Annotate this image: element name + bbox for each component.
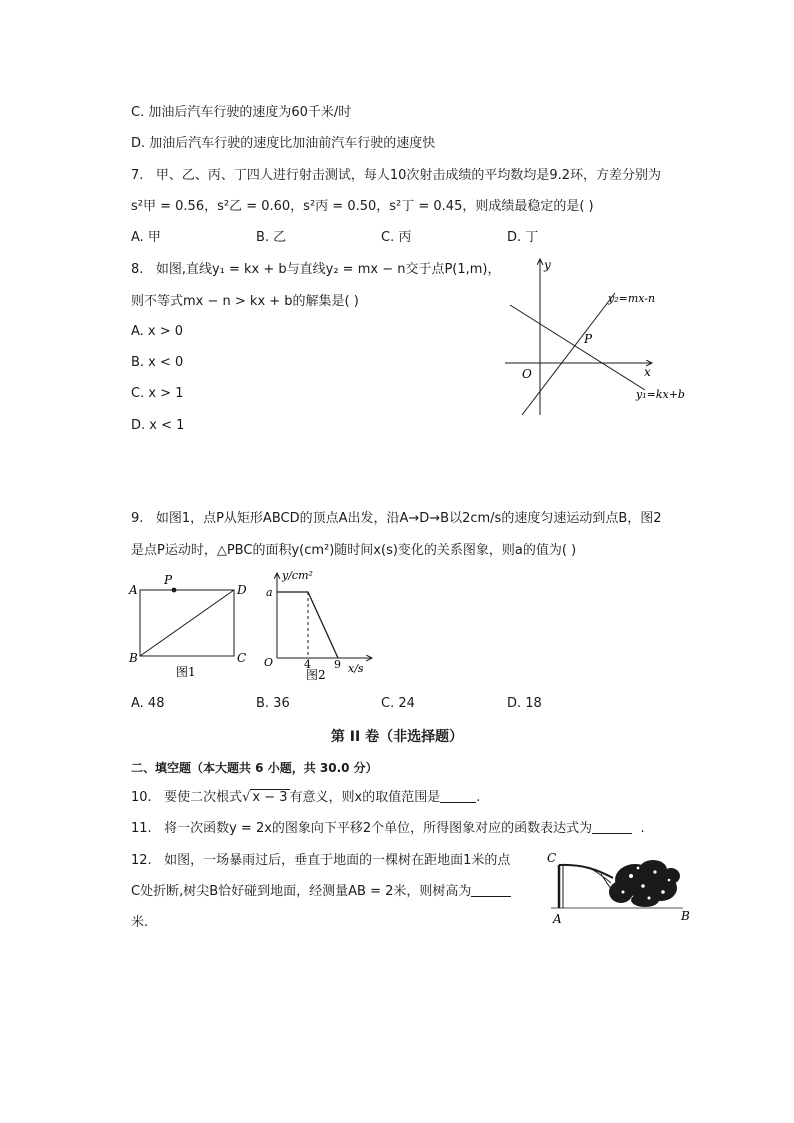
q12-label-b: B [681, 909, 690, 923]
q9-figure-2 [260, 565, 380, 685]
q9-option-c: C. 24 [381, 696, 415, 711]
q12-number: 12. [131, 853, 152, 868]
q10-end: . [476, 790, 481, 805]
q12-stem-line2 [131, 882, 511, 902]
q9-caption-1: 图1 [176, 665, 196, 679]
q10-answer-blank[interactable] [440, 788, 476, 803]
q8-option-d: D. x < 1 [131, 418, 185, 433]
q8-x-label: x [644, 365, 651, 379]
q9-option-b: B. 36 [256, 696, 290, 711]
q11-answer-blank[interactable] [592, 819, 632, 834]
q11-number: 11. [131, 821, 152, 836]
q10-post: 有意义，则x的取值范围是 [289, 790, 441, 805]
q7-option-b: B. 乙 [256, 230, 287, 245]
q9-stem-line2: 是点P运动时，△PBC的面积y(cm²)随时间x(s)变化的关系图象，则a的值为( ) [131, 543, 577, 558]
q9-stem-line1 [131, 509, 662, 529]
q9-figure-1 [126, 572, 256, 682]
q9-label-a: A [129, 583, 138, 597]
q9-fig2-xlabel: x/s [348, 662, 364, 675]
part-2-title: 第 II 卷（非选择题） [330, 729, 464, 745]
q10-stem [131, 788, 480, 808]
q9-label-c: C [237, 651, 247, 665]
q9-label-d: D [237, 583, 247, 597]
q8-number: 8. [131, 262, 144, 277]
q12-stem-line3: 米. [131, 915, 149, 930]
q10-radicand: x − 3 [252, 790, 288, 805]
q8-figure [500, 255, 700, 420]
q7-option-a: A. 甲 [131, 230, 161, 245]
q12-label-a: A [553, 912, 562, 926]
q8-stem-line1 [131, 260, 501, 280]
q12-foliage [609, 860, 680, 907]
q7-option-d: D. 丁 [507, 230, 539, 245]
q8-y-label: y [544, 258, 551, 272]
q9-diagonal-bd [140, 590, 234, 656]
q8-option-b: B. x < 0 [131, 355, 184, 370]
q9-label-b: B [129, 651, 138, 665]
q12-fallen-top [559, 865, 613, 878]
q8-line-y2 [522, 293, 615, 415]
q11-stem [131, 819, 645, 839]
q7-variances: s²甲 = 0.56，s²乙 = 0.60，s²丙 = 0.50，s²丁 = 0.45，则成绩最稳定的是( ) [131, 199, 594, 214]
q9-fig2-ylabel: y/cm² [282, 569, 313, 582]
q12-figure [543, 848, 698, 928]
q9-option-a: A. 48 [131, 696, 165, 711]
q9-fig2-origin: O [264, 656, 274, 669]
q9-option-d: D. 18 [507, 696, 542, 711]
q8-text-1: 如图,直线y₁ = kx + b与直线y₂ = mx − n交于点P(1,m)， [155, 262, 501, 277]
q8-y1-label: y₁=kx+b [636, 388, 685, 401]
q12-text-2: C处折断,树尖B恰好碰到地面，经测量AB = 2米，则树高为 [131, 884, 472, 899]
q11-text: 将一次函数y = 2x的图象向下平移2个单位，所得图象对应的函数表达式为 [164, 821, 593, 836]
section-2-heading: 二、填空题（本大题共 6 小题，共 30.0 分） [131, 761, 378, 775]
q9-fig2-a-label: a [266, 586, 273, 599]
q7-number: 7. [131, 168, 144, 183]
q10-number: 10. [131, 790, 152, 805]
q11-end: . [640, 821, 645, 836]
q10-sqrt-sign: √ [242, 790, 251, 805]
q12-text-1: 如图，一场暴雨过后，垂直于地面的一棵树在距地面1米的点 [164, 853, 511, 868]
q8-stem-line2: 则不等式mx − n > kx + b的解集是( ) [131, 294, 359, 309]
q7-option-c: C. 丙 [381, 230, 412, 245]
q12-stem-line1 [131, 851, 510, 871]
q9-label-p: P [164, 573, 173, 587]
q8-point-label: P [584, 332, 593, 346]
q9-fig2-tick-4: 4 [304, 658, 311, 671]
q9-point-p [172, 588, 177, 593]
q10-pre: 要使二次根式 [164, 790, 243, 805]
q9-fig2-tick-9: 9 [334, 658, 341, 671]
q9-caption-2: 图2 [306, 668, 326, 682]
q6-option-c: C. 加油后汽车行驶的速度为60千米/时 [131, 105, 352, 120]
q8-origin-label: O [522, 367, 532, 381]
q6-option-d: D. 加油后汽车行驶的速度比加油前汽车行驶的速度快 [131, 136, 436, 151]
q7-text: 甲、乙、丙、丁四人进行射击测试，每人10次射击成绩的平均数均是9.2环，方差分别为 [155, 168, 662, 183]
q8-y2-label: y₂=mx-n [608, 292, 656, 305]
q9-number: 9. [131, 511, 144, 526]
q7-stem [131, 166, 661, 186]
q12-answer-blank[interactable] [471, 882, 511, 897]
q8-option-c: C. x > 1 [131, 386, 184, 401]
q8-option-a: A. x > 0 [131, 324, 184, 339]
q9-text-1: 如图1，点P从矩形ABCD的顶点A出发，沿A→D→B以2cm/s的速度匀速运动到点B，图2 [155, 511, 662, 526]
q12-label-c: C [547, 851, 557, 865]
